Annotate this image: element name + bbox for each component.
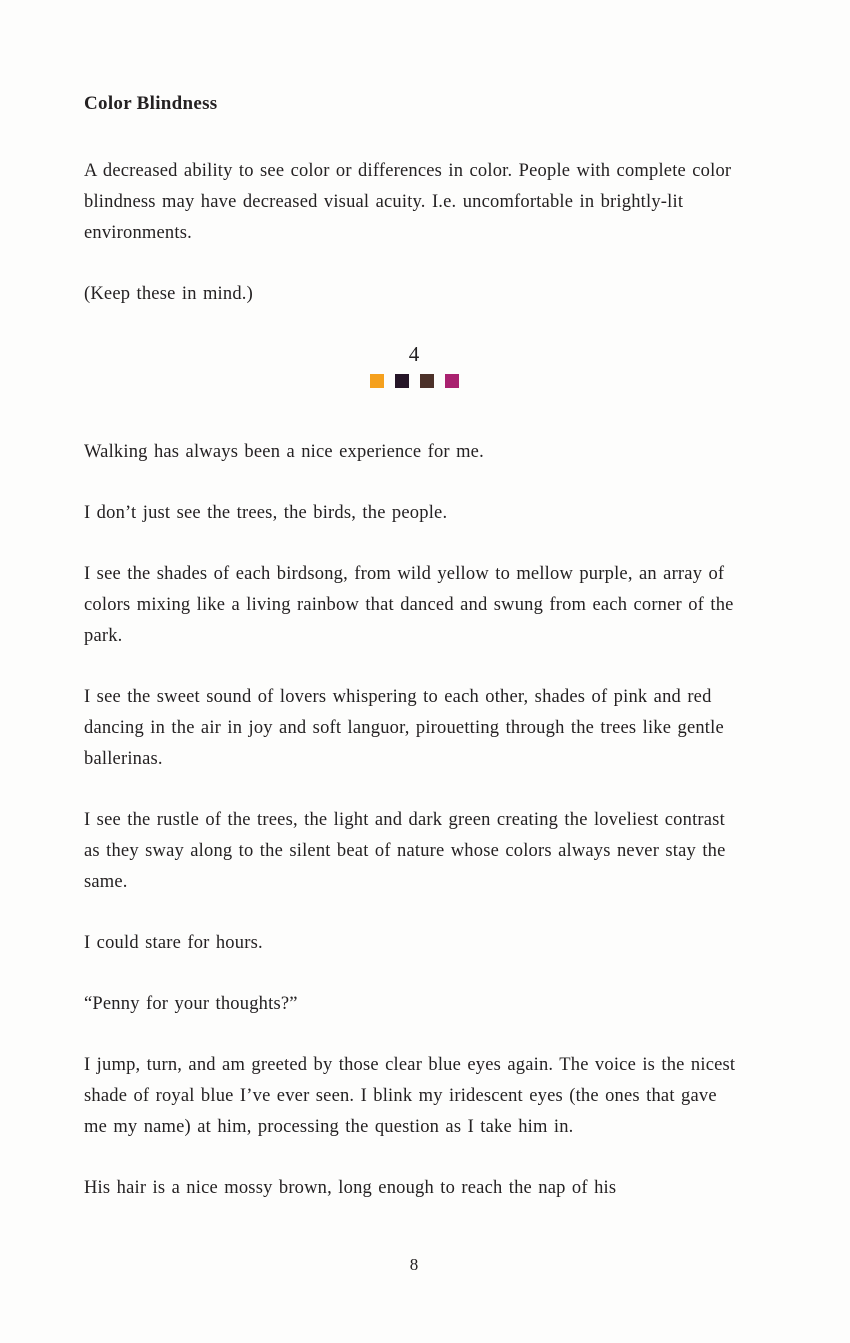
body-paragraph: I don’t just see the trees, the birds, the people. <box>84 503 448 523</box>
section-number: 4 <box>408 342 420 366</box>
body-paragraph: “Penny for your thoughts?” <box>84 994 298 1014</box>
body-paragraph: I could stare for hours. <box>84 933 263 953</box>
body-paragraph: I see the rustle of the trees, the light and dark green creating the loveliest contrast as they sway along to the silent beat of nature whose colors always never stay the same. <box>84 810 726 892</box>
body-paragraph: Walking has always been a nice experience for me. <box>84 442 484 462</box>
magenta-swatch <box>445 374 459 388</box>
body-paragraph: I see the sweet sound of lovers whispering to each other, shades of pink and red dancing in the air in joy and soft languor, pirouetting through the trees like gentle ballerinas. <box>84 687 724 769</box>
intro-note-paragraph: (Keep these in mind.) <box>84 284 253 304</box>
orange-swatch <box>370 374 384 388</box>
color-swatch-row <box>84 374 744 388</box>
section-heading: Color Blindness <box>84 93 218 114</box>
intro-paragraph: A decreased ability to see color or differences in color. People with complete color blindness may have decreased visual acuity. I.e. uncomfortable in brightly-lit environments. <box>84 161 732 243</box>
body-paragraph: I jump, turn, and am greeted by those clear blue eyes again. The voice is the nicest shade of royal blue I’ve ever seen. I blink my iridescent eyes (the ones that gave me my name) at him, processing the question as I take him in. <box>84 1055 736 1137</box>
page-number: 8 <box>409 1255 419 1274</box>
body-paragraph: His hair is a nice mossy brown, long enough to reach the nap of his <box>84 1178 617 1198</box>
body-paragraph: I see the shades of each birdsong, from wild yellow to mellow purple, an array of colors mixing like a living rainbow that danced and swung from each corner of the park. <box>84 564 734 646</box>
text-column <box>84 0 744 1204</box>
dark-purple-swatch <box>395 374 409 388</box>
dark-brown-swatch <box>420 374 434 388</box>
section-break <box>84 341 744 388</box>
